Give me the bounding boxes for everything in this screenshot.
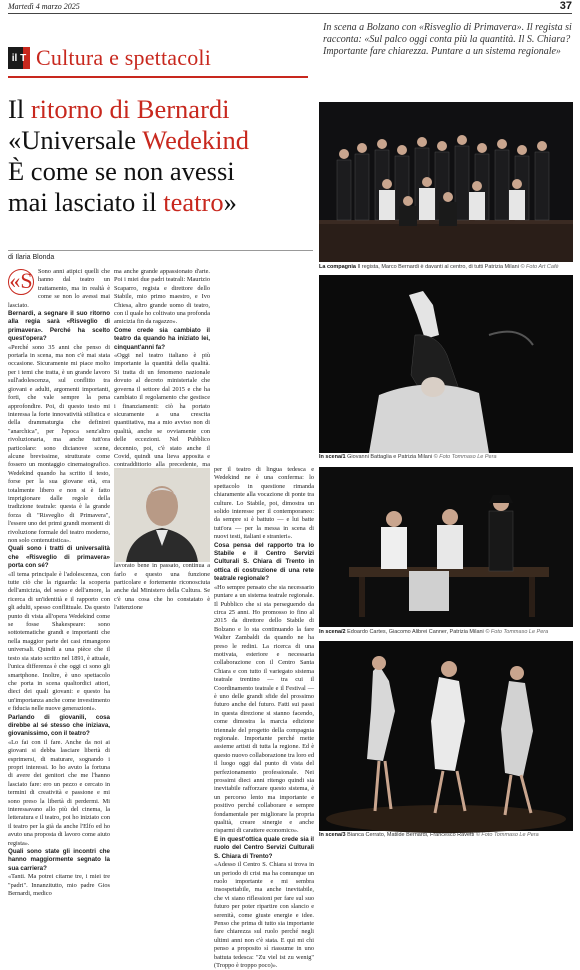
caption-photo-2: In scena/1 Giovanni Battaglia e Patrizia Milani © Foto Tommaso Le Pera [319, 454, 497, 460]
byline: di Ilaria Blonda [8, 254, 55, 261]
section-title: Cultura e spettacoli [36, 45, 212, 70]
stage-photo-2 [319, 467, 573, 627]
article-column-3: per il teatro di lingua tedesca e Wedekind ne è una conferma: lo spettacolo in questione rimanda chiaramente alla vocazione di ponte tra culture. Lo Stabile, poi, dimostra un solido interesse per il contemporaneo: da sempre si è battuto — e lui batte tutt'ora — per la messa in scena di nuovi testi, italiani e stranieri». Cosa pensa del rapporto tra lo Stabile e il Centro Servizi Culturali S. Chiara di Trento in ottica di costruzione di una rete teatrale regionale? «Ho sempre pensato che sia necessario puntare a un sistema teatrale regionale. Il Pubblico che si sta perseguendo da circa 25 anni. Ho promosso io fino al 2015 da direttore dello Stabile di Bolzano e lo sta continuando la fare Walter Zambaldi da quando ne ha preso le redini. La ricerca di una motivata, esteriore e necessaria collaborazione con il Centro Santa Chiara e con tutto il variegato sistema teatrale trentino — tra cui il Coordinamento teatrale e il Festival — è uno delle grandi sfide del prossimo futuro anche del futuro. Fatti sui passi in questa direzione si stanno facendo, come dimostra la marcia edizione triennale del progetto della compagnia regionale. Importante perché mette assieme artisti di tutta la regione. Ed è questo nuovo collaborazione tra loro ed il luogo oggi dal punto di vista del perfezionamento professionale. Nei prossimi dieci anni ritengo quindi sia inevitabile rafforzare questo sistema, è un percorso lento ma importante e positivo perché collaborare e sempre fondamentale per migliorare la propria qualità, creare sinergie e anche risparmi di carattere economico». E in quest'ottica quale crede sia il ruolo del Centro Servizi Culturali S. Chiara di Trento? «Adesso il Centro S. Chiara si trova in un periodo di crisi ma ha comunque un ruolo importante e mi sembra insospettabile, ma anche inevitabile, che vi siano riflessioni per fare sul suo futuro per poter ripartire con slancio e serenità, come giuste energie e idee. Penso che prima di tutto sia importante fare chiarezza sul ruolo perché negli ultimi anni non c'è stata. E qui mi chi penso a proposito sì riassume in uno battuta tedesca: "Zu viel ist zu wenig" (Troppo è troppo poco)». [214, 466, 314, 969]
page-header [0, 0, 580, 14]
company-photo [319, 102, 573, 262]
article-column-1: «S Sono anni atipici quelli che hanno dal teatro un trattamento, ma in realtà è come se non lo avessi mai lasciato. Bernardi, a segnare il suo ritorno alla regia sarà «Risveglio di primavera». Perché ha scelto quest'opera? «Perché sono 35 anni che penso di portarla in scena, ma non c'è mai stata occasione. Sicuramente mi piace molto per i temi che tratta, è un grande lavoro sull'adolescenza, sul conflitto tra giovani e adulti, argomenti importanti, forti, che vale sempre la pena approfondire. Poi, di questo testo mi interessa la forte innovatività stilistica e della drammaturgia che definirei "anarchica", per l'epoca senz'altro rivoluzionaria, ma anche tutt'ora particolare: sono dicianove scene, alcune brevissime, strutturate come fossero un montaggio cinematografico. Wedekind quando ha scritto il testo, forse per la sua giovane età, era totalmente libero e non si è fatto imprigionare dalle regole della tradizione teatrale: questa è la grande forza di "Risveglio di Primavera", l'essere uno dei primi grandi momenti di rivoluzione formale del teatro moderno, non solo contenutistica». Quali sono i tratti di universalità che «Risveglio di primavera» porta con sé? «Il tema principale è l'adolescenza, con tutte ciò che la riguarda: la scoperta dell'amicizia, del sesso e dell'amore, la ricerca di un'identità e il rapporto con gli adulti, spesso conflittuale. Da questo punto di vista all'opera Wedekind come se fosse Shakespeare: sono sottotematiche grandi e importanti che nella maggior parte dei casi rimangono universali. Quindi a una pièce che il testo sia stato scritto nel 1891, è attuale, l'unica differenza è che oggi ci sono gli smartphone. Inoltre, è uno spettacolo che porta in scena qualtordici attori, dieci dei quali giovani: e questo ha un'importanza anche come investimento e fiducia nelle nuove generazioni». Parlando di giovanili, cosa direbbe al sé stesso che iniziava, giovanissimo, con il teatro? «Lo fai con il fare. Anche da noi ai giovani si debba lasciare libertà di esprimersi, di maturare, sognando i propri interessi. Io ho avuto la fortuna di avere dei genitori che me l'hanno lasciato fare: ero un pezzo e cercato in termini di creatività e passione e mi sono preso la libertà di perdermi. Mi interessavano allo più del cinema, la letteratura e il teatro, poi ho iniziato con il teatro per la già da anche l'Elfo ed ho avuto una proposta di lavoro come aiuto regista». Quali sono state gli incontri che hanno maggiormente segnato la sua carriera? «Tanti. Ma potrei citarne tre, i miei tre "padri". Innanzitutto, mio padre Gios Bernardi, medico [8, 268, 110, 898]
newspaper-logo: il T [8, 47, 30, 69]
caption-photo-3: In scena/2 Edoardo Cartes, Giacomo Alibrei Canner, Patrizia Milani © Foto Tommaso Le Pera [319, 629, 549, 635]
headline: Il ritorno di Bernardi «Universale Wedekind È come se non avessi mai lasciato il teatro» [8, 94, 249, 217]
caption-photo-4: In scena/3 Bianca Cerrato, Matilde Bernardi, Francesco Ravetti © Foto Tommaso Le Pera [319, 832, 539, 838]
article-column-2: ma anche grande appassionato d'arte. Poi i miei due padri teatrali: Maurizio Scaparro, regista e direttore dello Stabile, mio primo maestro, e Ivo Chiesa, altro grande uomo di teatro, con il quale ho coltivato una profonda amicizia fin da ragazzo». Come crede sia cambiato il teatro da quando ha iniziato lei, cinquant'anni fa? «Oggi nel teatro italiano è più importante la quantità della qualità. Si tratta di un fenomeno nazionale dovuto al decreto ministeriale che governa il settore dal 2015 e che ha cambiato il regolamento che gestisce i finanziamenti: ciò ha portato sicuramente a una crescita quantitativa, ma a mio avviso non di qualità, anche se ovviamente con delle eccezioni. Nel Pubblico decennio, poi, c'è stato anche il Covid, quindi una lieva apposita e contraddittorio alla precedente, ma lavorato bene in passato, continua a farlo e questo una funzione particolare e fortemente riconosciuta anche dal Ministero della Cultura. Se c'è una cosa che ho constatato è l'attenzione [114, 268, 210, 612]
dropcap: «S [9, 268, 33, 293]
portrait-photo [114, 468, 210, 562]
stage-photo-1 [319, 275, 573, 453]
headline-rule [8, 250, 313, 251]
page-number: 37 [559, 0, 572, 12]
header-rule [8, 13, 572, 14]
issue-date: Martedì 4 marzo 2025 [8, 2, 80, 11]
section-rule [8, 76, 308, 78]
stage-photo-3 [319, 641, 573, 831]
caption-photo-1: La compagnia Il regista, Marco Bernardi è davanti al centro, di tutti Patrizia Milani © Foto Art Cafè [319, 264, 559, 270]
article-deck: In scena a Bolzano con «Risveglio di Primavera». Il regista si racconta: «Sul palco oggi conta più la quantità. Il S. Chiara? Importante fare chiarezza. Puntare a un sistema regionale» [323, 22, 572, 57]
